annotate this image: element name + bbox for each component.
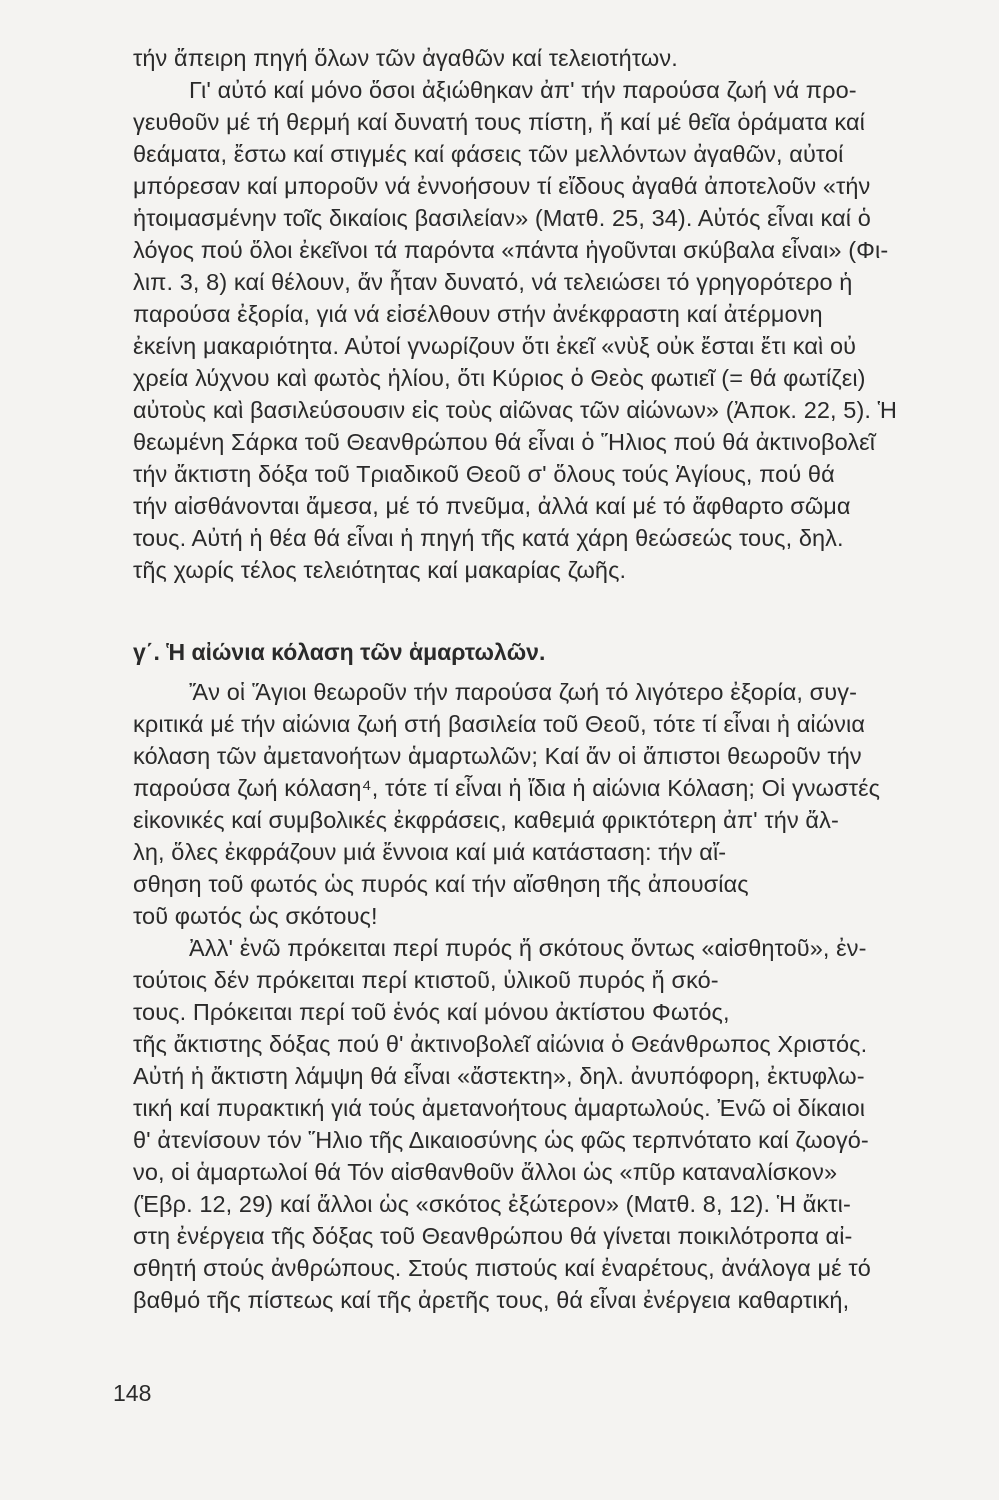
text-line: Αὐτή ἡ ἄκτιστη λάμψη θά εἶναι «ἄστεκτη», δηλ. ἀνυπόφορη, ἐκτυφλω- [133,1063,865,1089]
text-line: εἰκονικές καί συμβολικές ἐκφράσεις, καθεμιά φρικτότερη ἀπ' τήν ἄλ- [133,807,839,833]
text-line: ἐκείνη μακαριότητα. Αὐτοί γνωρίζουν ὅτι ἐκεῖ «νὺξ οὐκ ἔσται ἔτι καὶ οὐ [133,333,857,359]
text-line: στη ἐνέργεια τῆς δόξας τοῦ Θεανθρώπου θά γίνεται ποικιλότροπα αἰ- [133,1223,853,1249]
text-line: τους. Πρόκειται περί τοῦ ἑνός καί μόνου ἀκτίστου Φωτός, [133,999,730,1025]
text-line: τήν ἄπειρη πηγή ὅλων τῶν ἀγαθῶν καί τελειοτήτων. [133,45,678,71]
text-line: Γι' αὐτό καί μόνο ὅσοι ἀξιώθηκαν ἀπ' τήν παρούσα ζωή νά προ- [189,77,857,103]
text-line: τήν αἰσθάνονται ἄμεσα, μέ τό πνεῦμα, ἀλλά καί μέ τό ἄφθαρτο σῶμα [133,493,851,519]
text-line: λόγος πού ὅλοι ἐκεῖνοι τά παρόντα «πάντα ἡγοῦνται σκύβαλα εἶναι» (Φι- [133,237,889,263]
section-body-3 [133,932,991,1316]
text-line: Ἄν οἱ Ἅγιοι θεωροῦν τήν παρούσα ζωή τό λιγότερο ἐξορία, συγ- [189,679,857,705]
text-line: θ' ἀτενίσουν τόν Ἥλιο τῆς Δικαιοσύνης ὡς φῶς τερπνότατο καί ζωογό- [133,1127,869,1153]
text-line: τούτοις δέν πρόκειται περί κτιστοῦ, ὑλικοῦ πυρός ἤ σκό- [133,967,719,993]
text-line: τοῦ φωτός ὡς σκότους! [133,903,378,929]
text-line: βαθμό τῆς πίστεως καί τῆς ἀρετῆς τους, θά εἶναι ἐνέργεια καθαρτική, [133,1287,850,1313]
section-heading: γ΄. Ἡ αἰώνια κόλαση τῶν ἁμαρτωλῶν. [133,639,546,665]
text-line: κόλαση τῶν ἀμετανοήτων ἁμαρτωλῶν; Καί ἄν οἱ ἄπιστοι θεωροῦν τήν [133,743,862,769]
text-line: χρεία λύχνου καὶ φωτὸς ἡλίου, ὅτι Κύριος ὁ Θεὸς φωτιεῖ (= θά φωτίζει) [133,365,866,391]
text-line: μπόρεσαν καί μποροῦν νά ἐννοήσουν τί εἴδους ἀγαθά ἀποτελοῦν «τήν [133,173,871,199]
text-line: λιπ. 3, 8) καί θέλουν, ἄν ἦταν δυνατό, νά τελειώσει τό γρηγορότερο ἡ [133,269,853,295]
text-line: τους. Αὐτή ἡ θέα θά εἶναι ἡ πηγή τῆς κατά χάρη θεώσεώς τους, δηλ. [133,525,844,551]
text-line: Ἀλλ' ἐνῶ πρόκειται περί πυρός ἤ σκότους ὄντως «αἰσθητοῦ», ἐν- [189,935,867,961]
text-line: λη, ὅλες ἐκφράζουν μιά ἔννοια καί μιά κατάσταση: τήν αἴ- [133,839,727,865]
page-body [133,42,991,1316]
text-line: παρούσα ζωή κόλαση⁴, τότε τί εἶναι ἡ ἴδια ἡ αἰώνια Κόλαση; Οἱ γνωστές [133,775,881,801]
text-line: (Ἑβρ. 12, 29) καί ἄλλοι ὡς «σκότος ἐξώτερον» (Ματθ. 8, 12). Ἡ ἄκτι- [133,1191,851,1217]
text-line: θεάματα, ἔστω καί στιγμές καί φάσεις τῶν μελλόντων ἀγαθῶν, αὐτοί [133,141,844,167]
text-line: τῆς χωρίς τέλος τελειότητας καί μακαρίας ζωῆς. [133,557,627,583]
text-line: σθητή στούς ἀνθρώπους. Στούς πιστούς καί ἐναρέτους, ἀνάλογα μέ τό [133,1255,871,1281]
section-body-1 [133,42,991,586]
text-line: νο, οἱ ἁμαρτωλοί θά Τόν αἰσθανθοῦν ἄλλοι ὡς «πῦρ καταναλίσκον» [133,1159,838,1185]
text-line: σθηση τοῦ φωτός ὡς πυρός καί τήν αἴσθηση τῆς ἀπουσίας [133,871,749,897]
text-line: θεωμένη Σάρκα τοῦ Θεανθρώπου θά εἶναι ὁ Ἥλιος πού θά ἀκτινοβολεῖ [133,429,876,455]
text-line: τήν ἄκτιστη δόξα τοῦ Τριαδικοῦ Θεοῦ σ' ὅλους τούς Ἁγίους, πού θά [133,461,835,487]
text-line: παρούσα ἐξορία, γιά νά εἰσέλθουν στήν ἀνέκφραστη καί ἀτέρμονη [133,301,823,327]
text-line: ἡτοιμασμένην τοῖς δικαίοις βασιλείαν» (Ματθ. 25, 34). Αὐτός εἶναι καί ὁ [133,205,871,231]
text-line: γευθοῦν μέ τή θερμή καί δυνατή τους πίστη, ἤ καί μέ θεῖα ὁράματα καί [133,109,865,135]
text-line: τῆς ἄκτιστης δόξας πού θ' ἀκτινοβολεῖ αἰώνια ὁ Θεάνθρωπος Χριστός. [133,1031,868,1057]
text-line: αὐτοὺς καὶ βασιλεύσουσιν εἰς τοὺς αἰῶνας τῶν αἰώνων» (Ἀποκ. 22, 5). Ἡ [133,397,898,423]
text-line: τική καί πυρακτική γιά τούς ἀμετανοήτους ἁμαρτωλούς. Ἐνῶ οἱ δίκαιοι [133,1095,866,1121]
text-line: κριτικά μέ τήν αἰώνια ζωή στή βασιλεία τοῦ Θεοῦ, τότε τί εἶναι ἡ αἰώνια [133,711,866,737]
page-number: 148 [113,1380,152,1406]
section-body-2 [133,676,991,932]
